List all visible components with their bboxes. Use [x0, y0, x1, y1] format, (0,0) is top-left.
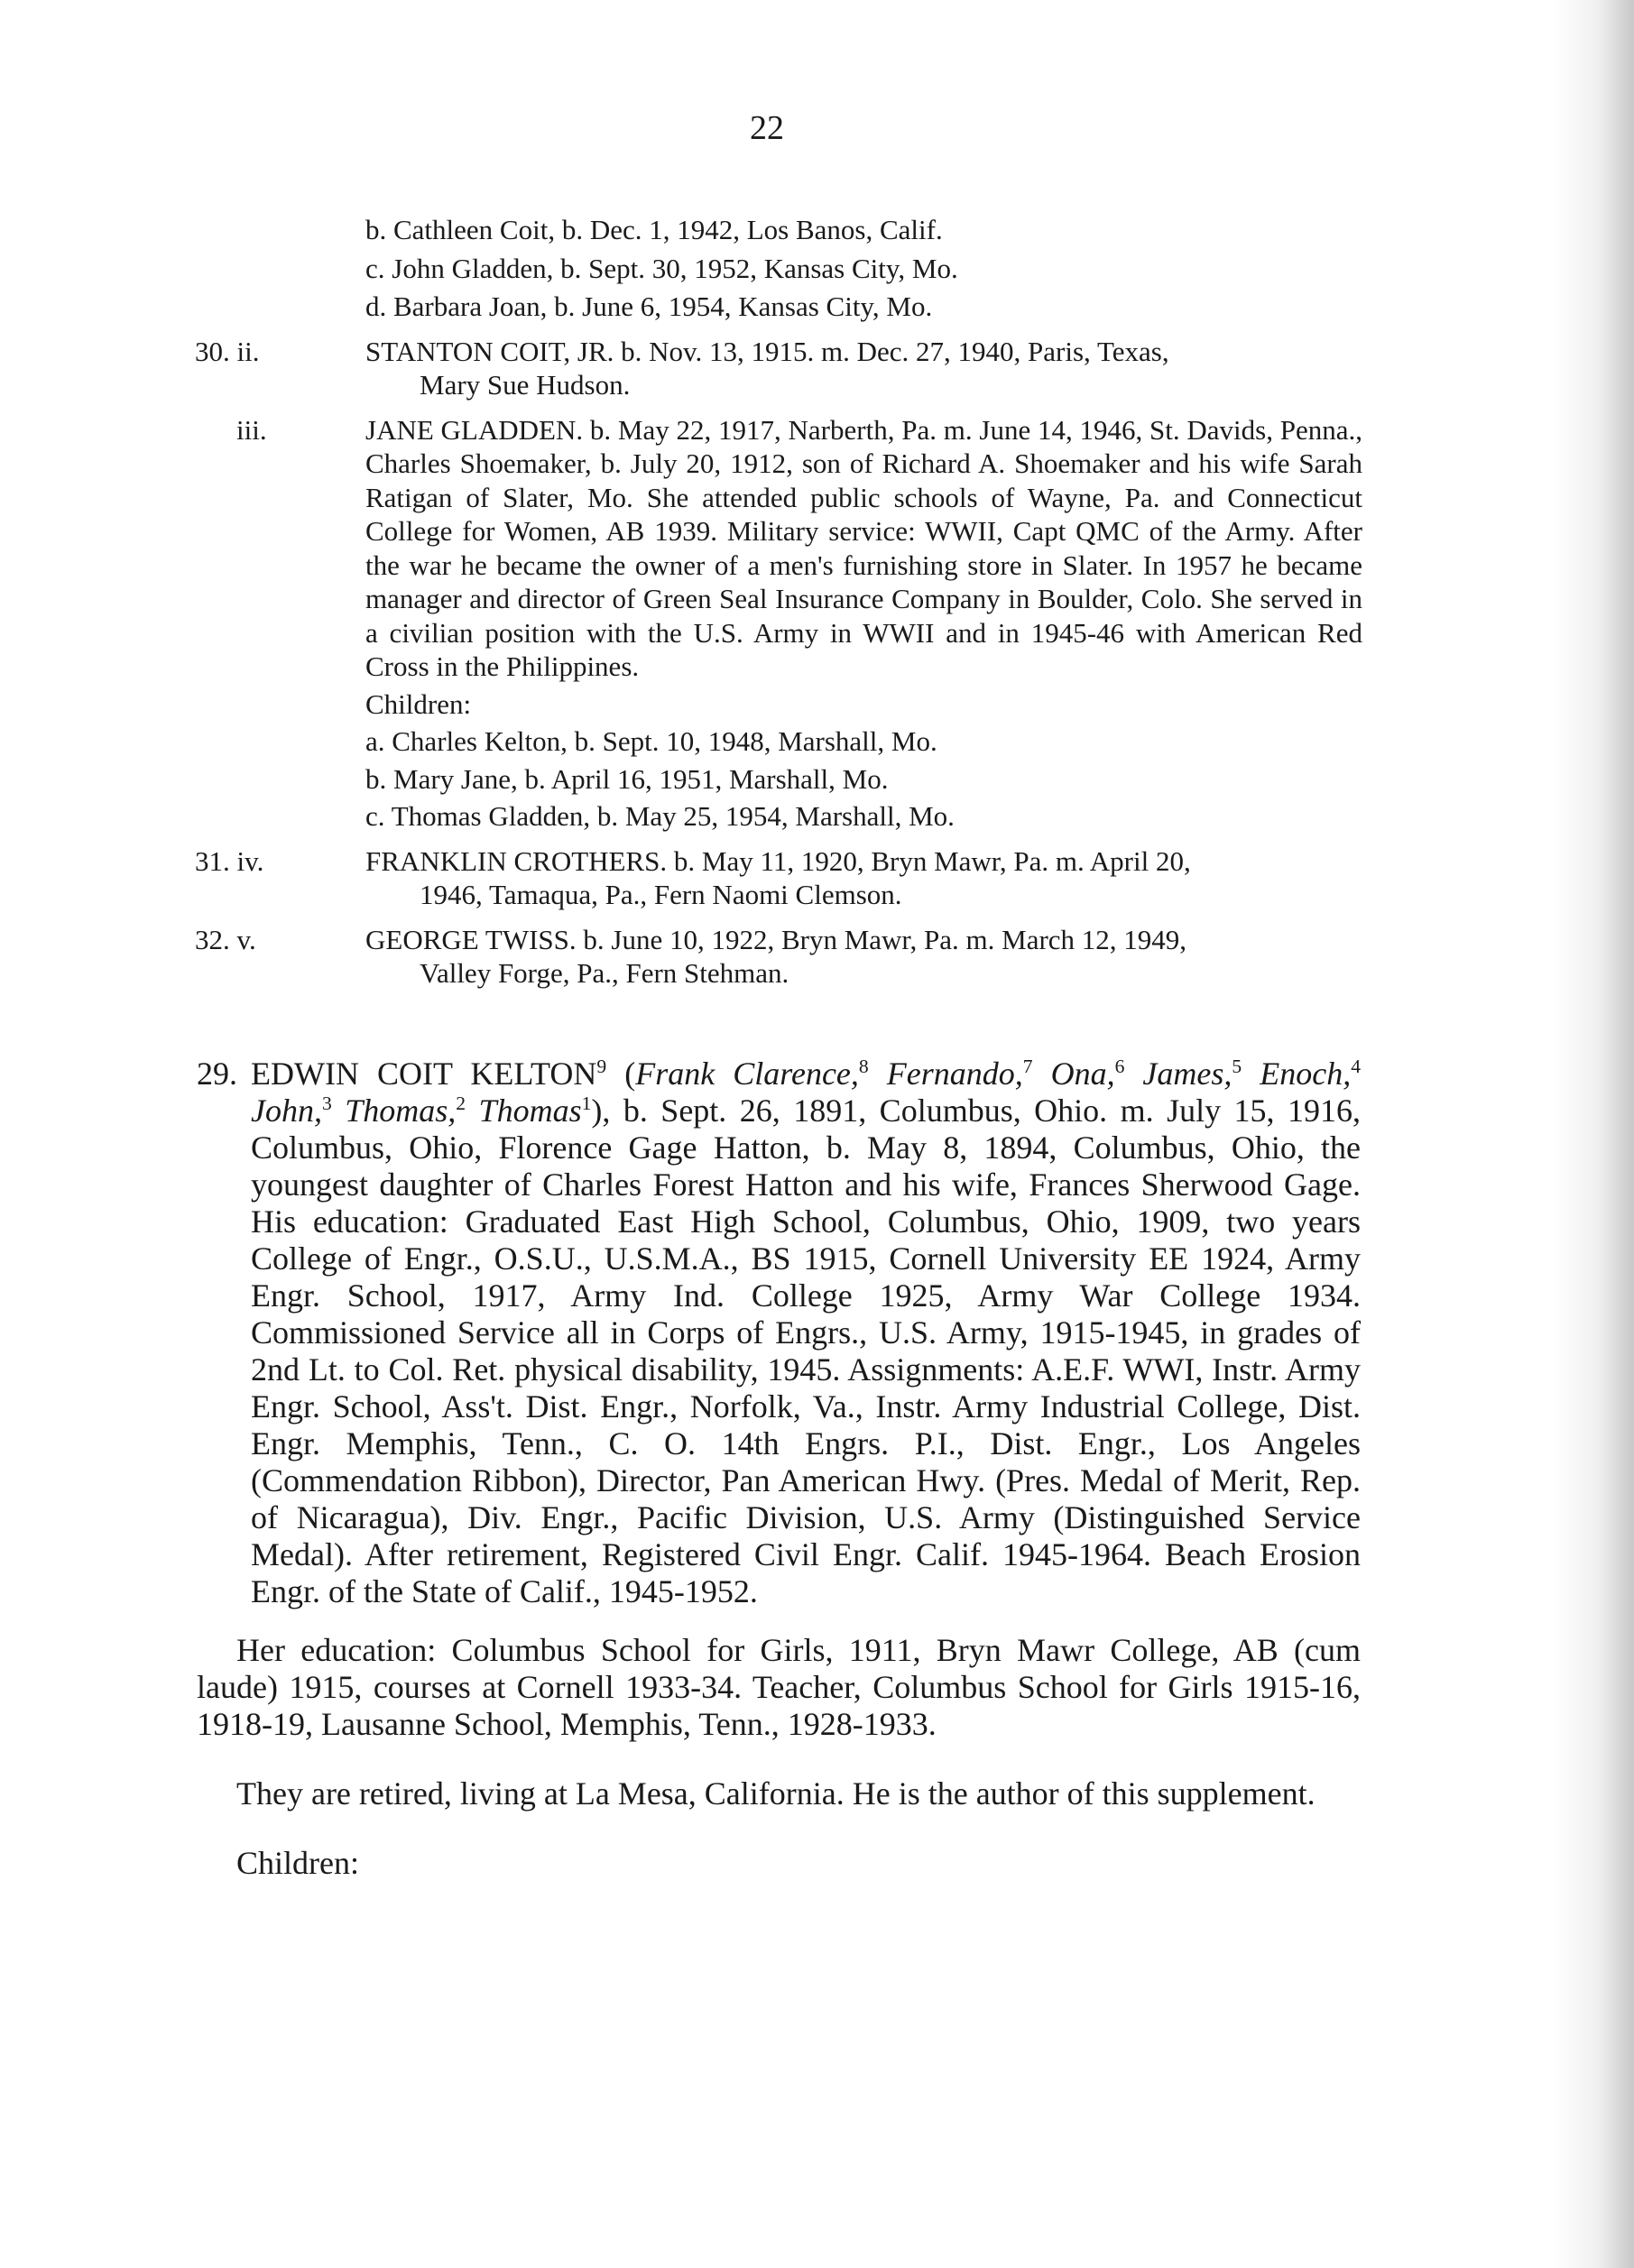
- lineage-name: Ona,: [1050, 1056, 1115, 1092]
- page-number: 22: [750, 109, 784, 147]
- lineage-name: Enoch,: [1260, 1056, 1352, 1092]
- entry-text-cont: Mary Sue Hudson.: [420, 369, 631, 401]
- children-label: Children:: [365, 687, 472, 720]
- generation-superscript: 9: [596, 1056, 607, 1077]
- main-entry-section: [197, 1056, 1361, 1914]
- generation-superscript: 6: [1114, 1056, 1125, 1077]
- biography-text: b. Sept. 26, 1891, Columbus, Ohio. m. July 15, 1916, Columbus, Ohio, Florence Gage Hatton, b. May 8, 1894, Columbus, Ohio, the youngest daughter of Charles Forest Hatton and his wife, Frances Sherwood Gage. His education: Graduated East High School, Columbus, Ohio, 1909, two years College of Engr., O.S.U., U.S.M.A., BS 1915, Cornell University EE 1924, Army Engr. School, 1917, Army Ind. College 1925, Army War College 1934. Commissioned Service all in Corps of Engrs., U.S. Army, 1915-1945, in grades of 2nd Lt. to Col. Ret. physical disability, 1945. Assignments: A.E.F. WWI, Instr. Army Engr. School, Ass't. Dist. Engr., Norfolk, Va., Instr. Army Industrial College, Dist. Engr. Memphis, Tenn., C. O. 14th Engrs. P.I., Dist. Engr., Los Angeles (Commendation Ribbon), Director, Pan American Hwy. (Pres. Medal of Merit, Rep. of Nicaragua), Div. Engr., Pacific Division, U.S. Army (Distinguished Service Medal). After retirement, Registered Civil Engr. Calif. 1945-1964. Beach Erosion Engr. of the State of Calif., 1945-1952.: [251, 1093, 1362, 1609]
- generation-list: [180, 213, 1362, 991]
- entry-32: [180, 923, 1362, 991]
- entry-text: JANE GLADDEN. b. May 22, 1917, Narberth, Pa. m. June 14, 1946, St. Davids, Penna., Charles Shoemaker, b. July 20, 1912, son of Richard A. Shoemaker and his wife Sarah Ratigan of Slater, Mo. She attended public schools of Wayne, Pa. and Connecticut College for Women, AB 1939. Military service: WWII, Capt QMC of the Army. After the war he became the owner of a men's furnishing store in Slater. In 1957 he became manager and director of Green Seal Insurance Company in Boulder, Colo. She served in a civilian position with the U.S. Army in WWII and in 1945-46 with American Red Cross in the Philippines.: [365, 413, 1362, 682]
- child-entry: d. Barbara Joan, b. June 6, 1954, Kansas City, Mo.: [365, 290, 933, 322]
- page-edge-shadow: [1553, 0, 1634, 2268]
- generation-superscript: 3: [321, 1093, 332, 1114]
- generation-superscript: 4: [1351, 1056, 1361, 1077]
- generation-superscript: 7: [1022, 1056, 1033, 1077]
- lineage-name: Frank Clarence,: [635, 1056, 859, 1092]
- lineage-name: John,: [251, 1093, 322, 1129]
- child-entry: c. Thomas Gladden, b. May 25, 1954, Marshall, Mo.: [365, 800, 955, 832]
- entry-30: [180, 335, 1362, 402]
- retired-paragraph: They are retired, living at La Mesa, California. He is the author of this supplement.: [236, 1775, 1316, 1812]
- generation-superscript: 2: [456, 1093, 466, 1114]
- lineage-name: Thomas: [478, 1093, 582, 1129]
- generation-superscript: 1: [581, 1093, 592, 1114]
- entry-iii: [180, 413, 1362, 834]
- entry-text-cont: 1946, Tamaqua, Pa., Fern Naomi Clemson.: [420, 879, 902, 910]
- entry-number: 31. iv.: [195, 844, 264, 877]
- main-entry-29: [197, 1056, 1361, 1882]
- lineage-close: ),: [591, 1093, 611, 1129]
- child-entry: a. Charles Kelton, b. Sept. 10, 1948, Marshall, Mo.: [365, 725, 937, 757]
- generation-superscript: 5: [1232, 1056, 1242, 1077]
- entry-number: 32. v.: [195, 923, 256, 955]
- main-entry-paragraph: [251, 1056, 1361, 1610]
- generation-superscript: 8: [858, 1056, 869, 1077]
- person-name: EDWIN COIT KELTON: [251, 1056, 597, 1092]
- entry-number: 30. ii.: [195, 335, 260, 367]
- her-education-paragraph: Her education: Columbus School for Girls, 1911, Bryn Mawr College, AB (cum laude) 1915, courses at Cornell 1933-34. Teacher, Columbus School for Girls 1915-16, 1918-19, Lausanne School, Memphis, Tenn., 1928-1933.: [197, 1632, 1361, 1742]
- lineage-name: Thomas,: [345, 1093, 457, 1129]
- entry-text: GEORGE TWISS. b. June 10, 1922, Bryn Mawr, Pa. m. March 12, 1949,: [365, 923, 1187, 955]
- entry-text: STANTON COIT, JR. b. Nov. 13, 1915. m. Dec. 27, 1940, Paris, Texas,: [365, 335, 1169, 367]
- entry-text: FRANKLIN CROTHERS. b. May 11, 1920, Bryn Mawr, Pa. m. April 20,: [365, 844, 1191, 877]
- entry-number: iii.: [236, 413, 267, 446]
- child-entry: b. Mary Jane, b. April 16, 1951, Marshall, Mo.: [365, 762, 889, 795]
- lineage-name: Fernando,: [886, 1056, 1023, 1092]
- entry-text-cont: Valley Forge, Pa., Fern Stehman.: [420, 957, 789, 989]
- lineage-open: (: [624, 1056, 636, 1092]
- lineage-name: James,: [1142, 1056, 1232, 1092]
- entry-31: [180, 844, 1362, 912]
- child-entry: b. Cathleen Coit, b. Dec. 1, 1942, Los Banos, Calif.: [365, 214, 943, 245]
- child-entry: c. John Gladden, b. Sept. 30, 1952, Kansas City, Mo.: [365, 252, 958, 284]
- children-label: Children:: [236, 1845, 359, 1881]
- entry-number: 29.: [197, 1056, 237, 1092]
